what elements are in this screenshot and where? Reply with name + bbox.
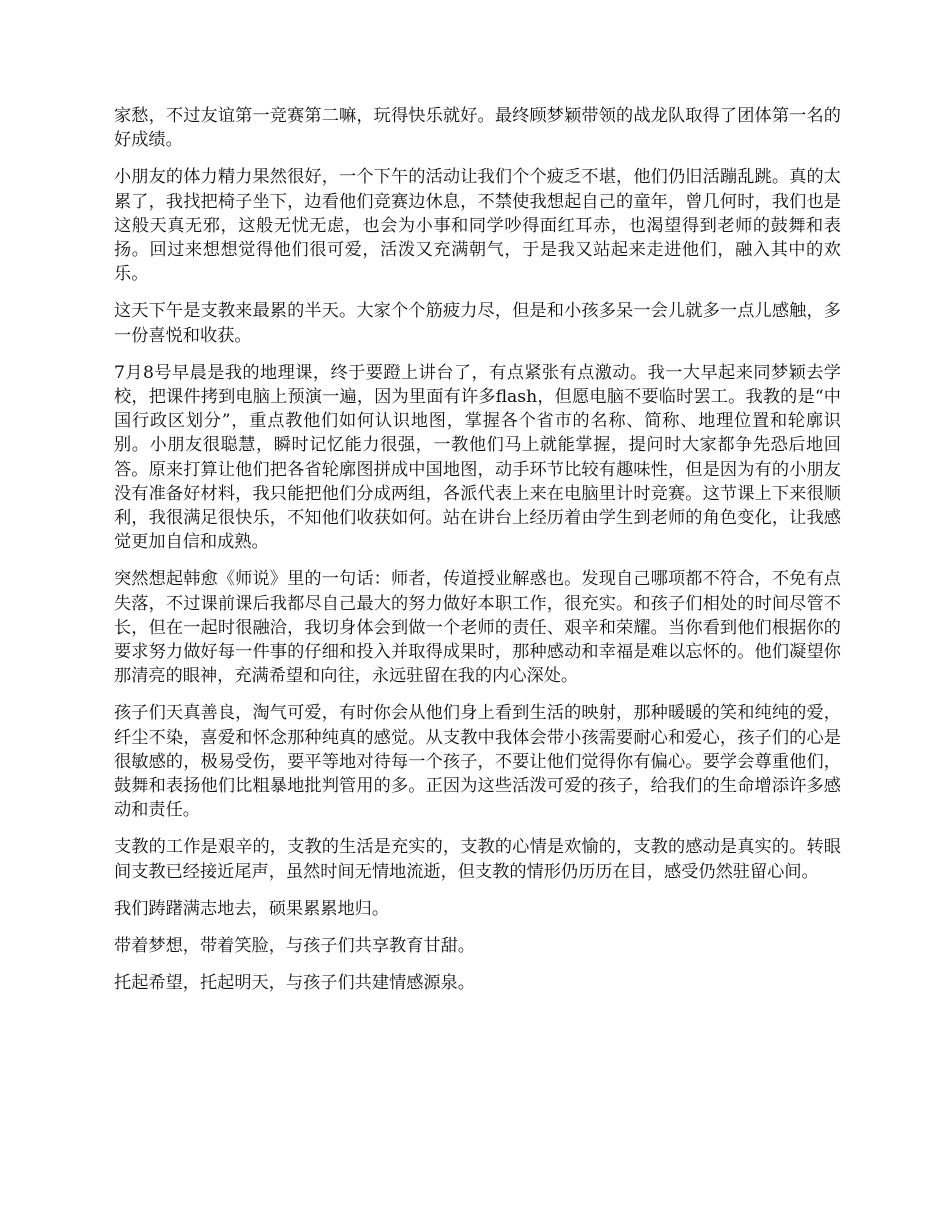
- paragraph: 支教的工作是艰辛的，支教的生活是充实的，支教的心情是欢愉的，支教的感动是真实的。转眼间支教已经接近尾声，虽然时间无情地流逝，但支教的情形仍历历在目，感受仍然驻留心间。: [114, 837, 841, 882]
- paragraph: 7月8号早晨是我的地理课，终于要蹬上讲台了，有点紧张有点激动。我一大早起来同梦颖去学校，把课件拷到电脑上预演一遍，因为里面有许多flash，但愿电脑不要临时罢工。我教的是“中国行政区划分”，重点教他们如何认识地图，掌握各个省市的名称、简称、地理位置和轮廓识别。小朋友很聪慧，瞬时记忆能力很强，一教他们马上就能掌握，提问时大家都争先恐后地回答。原来打算让他们把各省轮廓图拼成中国地图，动手环节比较有趣味性，但是因为有的小朋友没有准备好材料，我只能把他们分成两组，各派代表上来在电脑里计时竞赛。这节课上下来很顺利，我很满足很快乐，不知他们收获如何。站在讲台上经历着由学生到老师的角色变化，让我感觉更加自信和成熟。: [114, 362, 841, 553]
- document-body: [114, 104, 841, 1009]
- paragraph: 带着梦想，带着笑脸，与孩子们共享教育甘甜。: [114, 936, 475, 957]
- paragraph: 突然想起韩愈《师说》里的一句话：师者，传道授业解惑也。发现自己哪项都不符合，不免有点失落，不过课前课后我都尽自己最大的努力做好本职工作，很充实。和孩子们相处的时间尽管不长，但在一起时很融洽，我切身体会到做一个老师的责任、艰辛和荣耀。当你看到他们根据你的要求努力做好每一件事的仔细和投入并取得成果时，那种感动和幸福是难以忘怀的。他们凝望你那清亮的眼神，充满希望和向往，永远驻留在我的内心深处。: [114, 569, 841, 687]
- paragraph: 小朋友的体力精力果然很好，一个下午的活动让我们个个疲乏不堪，他们仍旧活蹦乱跳。真的太累了，我找把椅子坐下，边看他们竞赛边休息，不禁使我想起自己的童年，曾几何时，我们也是这般天真无邪，这般无忧无虑，也会为小事和同学吵得面红耳赤，也渴望得到老师的鼓舞和表扬。回过来想想觉得他们很可爱，活泼又充满朝气，于是我又站起来走进他们，融入其中的欢乐。: [114, 167, 841, 285]
- paragraph: 这天下午是支教来最累的半天。大家个个筋疲力尽，但是和小孩多呆一会儿就多一点儿感触，多一份喜悦和收获。: [114, 301, 841, 346]
- paragraph: 我们踌躇满志地去，硕果累累地归。: [114, 898, 390, 919]
- paragraph: 孩子们天真善良，淘气可爱，有时你会从他们身上看到生活的映射，那种暖暖的笑和纯纯的爱，纤尘不染，喜爱和怀念那种纯真的感觉。从支教中我体会带小孩需要耐心和爱心，孩子们的心是很敏感的，极易受伤，要平等地对待每一个孩子，不要让他们觉得你有偏心。要学会尊重他们，鼓舞和表扬他们比粗暴地批判管用的多。正因为这些活泼可爱的孩子，给我们的生命增添许多感动和责任。: [114, 703, 841, 821]
- paragraph: 家愁，不过友谊第一竞赛第二嘛，玩得快乐就好。最终顾梦颖带领的战龙队取得了团体第一名的好成绩。: [114, 106, 841, 151]
- paragraph: 托起希望，托起明天，与孩子们共建情感源泉。: [114, 973, 475, 994]
